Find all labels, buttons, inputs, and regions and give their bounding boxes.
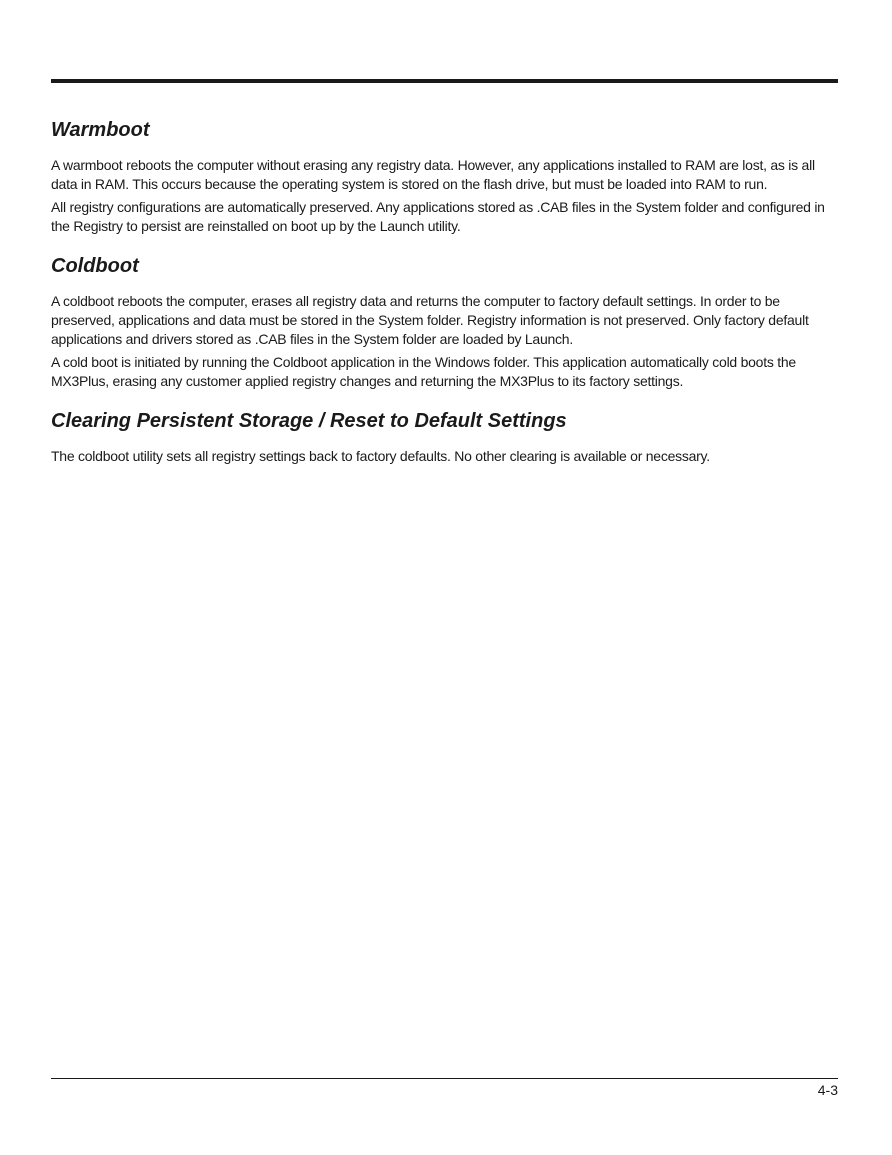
section-heading: Warmboot: [51, 119, 150, 141]
paragraph: A coldboot reboots the computer, erases all registry data and returns the computer to factory default settings. In order to be preserved, applications and data must be stored in the System folder. Registry information is not preserved. Only factory default applications and drivers stored as .CAB files in the System folder are loaded by Launch.: [51, 293, 809, 347]
footer-rule: [51, 1078, 838, 1079]
paragraph: A warmboot reboots the computer without erasing any registry data. However, any applications installed to RAM are lost, as is all data in RAM. This occurs because the operating system is stored on the flash drive, but must be loaded into RAM to run.: [51, 157, 815, 192]
page-number: 4-3: [817, 1082, 838, 1098]
section-clearing-persistent-storage: [51, 407, 841, 466]
header-rule: [51, 79, 838, 83]
paragraph: A cold boot is initiated by running the Coldboot application in the Windows folder. This application automatically cold boots the MX3Plus, erasing any customer applied registry changes and returning the MX3Plus to its factory settings.: [51, 354, 796, 389]
section-coldboot: [51, 252, 841, 391]
section-heading: Clearing Persistent Storage / Reset to Default Settings: [51, 410, 567, 432]
paragraph: All registry configurations are automatically preserved. Any applications stored as .CAB files in the System folder and configured in the Registry to persist are reinstalled on boot up by the Launch utility.: [51, 199, 825, 234]
document-body: [51, 116, 841, 482]
paragraph: The coldboot utility sets all registry settings back to factory defaults. No other clearing is available or necessary.: [51, 448, 710, 464]
section-warmboot: [51, 116, 841, 236]
section-heading: Coldboot: [51, 255, 139, 277]
